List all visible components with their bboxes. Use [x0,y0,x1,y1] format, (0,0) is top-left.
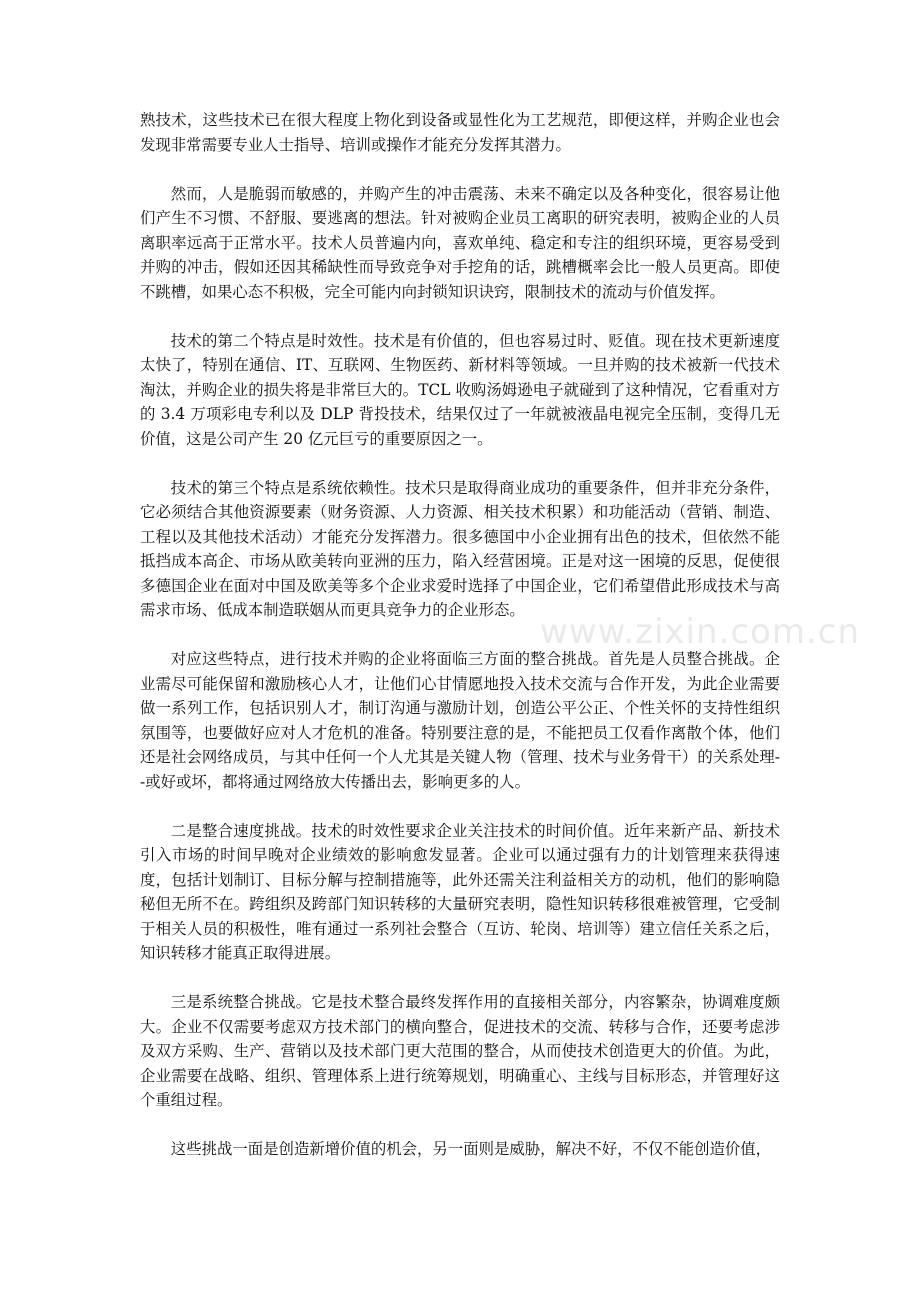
article-body [140,108,780,1186]
paragraph-3: 技术的第二个特点是时效性。技术是有价值的，但也容易过时、贬值。现在技术更新速度太快了，特别在通信、IT、互联网、生物医药、新材料等领域。一旦并购的技术被新一代技术淘汰，并购企业的损失将是非常巨大的。TCL 收购汤姆逊电子就碰到了这种情况，它看重对方的 3.4 万项彩电专利以及 DLP 背投技术，结果仅过了一年就被液晶电视完全压制，变得几无价值，这是公司产生 20 亿元巨亏的重要原因之一。 [140,331,780,448]
paragraph-2: 然而，人是脆弱而敏感的，并购产生的冲击震荡、未来不确定以及各种变化，很容易让他们产生不习惯、不舒服、要逃离的想法。针对被购企业员工离职的研究表明，被购企业的人员离职率远高于正常水平。技术人员普遍内向，喜欢单纯、稳定和专注的组织环境，更容易受到并购的冲击，假如还因其稀缺性而导致竞争对手挖角的话，跳槽概率会比一般人员更高。即使不跳槽，如果心态不积极，完全可能内向封锁知识诀窍，限制技术的流动与价值发挥。 [140,184,780,301]
paragraph-1: 熟技术，这些技术已在很大程度上物化到设备或显性化为工艺规范，即便这样，并购企业也会发现非常需要专业人士指导、培训或操作才能充分发挥其潜力。 [140,111,780,154]
paragraph-5: 对应这些特点，进行技术并购的企业将面临三方面的整合挑战。首先是人员整合挑战。企业需尽可能保留和激励核心人才，让他们心甘情愿地投入技术交流与合作开发，为此企业需要做一系列工作，包括识别人才，制订沟通与激励计划，创造公平公正、个性关怀的支持性组织氛围等，也要做好应对人才危机的准备。特别要注意的是，不能把员工仅看作离散个体，他们还是社会网络成员，与其中任何一个人尤其是关键人物（管理、技术与业务骨干）的关系处理--或好或坏，都将通过网络放大传播出去，影响更多的人。 [140,650,780,791]
paragraph-6: 二是整合速度挑战。技术的时效性要求企业关注技术的时间价值。近年来新产品、新技术引入市场的时间早晚对企业绩效的影响愈发显著。企业可以通过强有力的计划管理来获得速度，包括计划制订、目标分解与控制措施等，此外还需关注利益相关方的动机，他们的影响隐秘但无所不在。跨组织及跨部门知识转移的大量研究表明，隐性知识转移很难被管理，它受制于相关人员的积极性，唯有通过一系列社会整合（互访、轮岗、培训等）建立信任关系之后，知识转移才能真正取得进展。 [140,821,780,962]
paragraph-4: 技术的第三个特点是系统依赖性。技术只是取得商业成功的重要条件，但并非充分条件，它必须结合其他资源要素（财务资源、人力资源、相关技术积累）和功能活动（营销、制造、工程以及其他技术活动）才能充分发挥潜力。很多德国中小企业拥有出色的技术，但依然不能抵挡成本高企、市场从欧美转向亚洲的压力，陷入经营困境。正是对这一困境的反思，促使很多德国企业在面对中国及欧美等多个企业求爱时选择了中国企业，它们希望借此形成技术与高需求市场、低成本制造联姻从而更具竞争力的企业形态。 [140,478,780,619]
watermark: www.zixin.com.cn [540,612,860,652]
paragraph-8: 这些挑战一面是创造新增价值的机会，另一面则是威胁，解决不好，不仅不能创造价值， [170,1140,772,1158]
paragraph-7: 三是系统整合挑战。它是技术整合最终发挥作用的直接相关部分，内容繁杂，协调难度颇大。企业不仅需要考虑双方技术部门的横向整合，促进技术的交流、转移与合作，还要考虑涉及双方采购、生产、营销以及技术部门更大范围的整合，从而使技术创造更大的价值。为此，企业需要在战略、组织、管理体系上进行统筹规划，明确重心、主线与目标形态，并管理好这个重组过程。 [140,993,780,1109]
